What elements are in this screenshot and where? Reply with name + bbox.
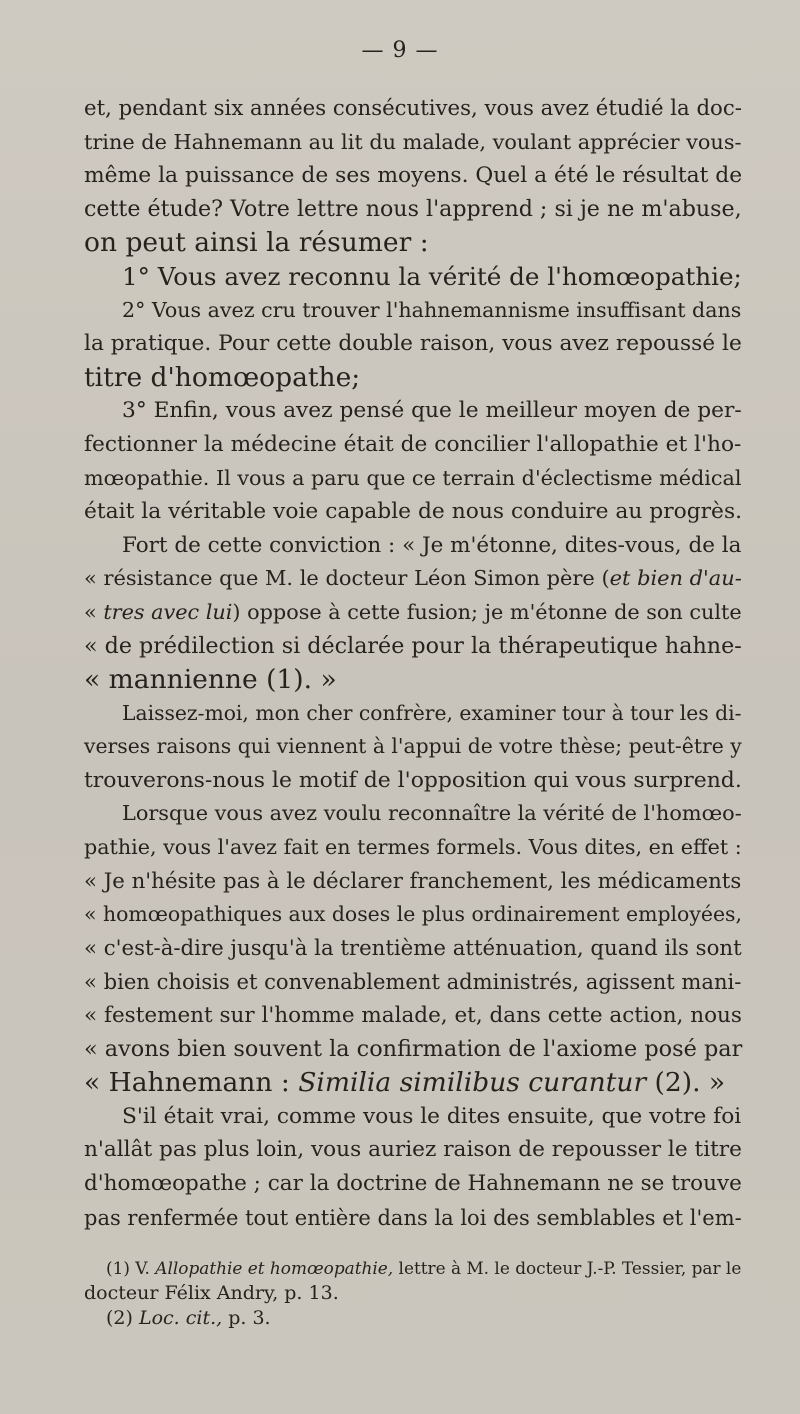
text-line: même la puissance de ses moyens. Quel a été le résultat de bbox=[84, 163, 743, 189]
text-segment: ) oppose à cette fusion; je m'étonne de son culte bbox=[232, 599, 742, 624]
text-segment: « résistance que M. le docteur Léon Simon père ( bbox=[84, 566, 610, 591]
text-segment: (2). » bbox=[646, 1067, 726, 1099]
text-line: trouverons-nous le motif de l'opposition qui vous surprend. bbox=[84, 767, 742, 793]
page-number: — 9 — bbox=[361, 38, 439, 63]
text-line: 1° Vous avez reconnu la vérité de l'homœopathie; bbox=[122, 261, 742, 291]
footnote-italic: Allopathie et homœopathie, bbox=[155, 1258, 394, 1279]
text-line: « avons bien souvent la confirmation de l'axiome posé par bbox=[84, 1035, 743, 1062]
text-line: S'il était vrai, comme vous le dites ensuite, que votre foi bbox=[122, 1103, 742, 1129]
text-line: « bien choisis et convenablement administrés, agissent mani- bbox=[84, 969, 742, 995]
text-line: pas renfermée tout entière dans la loi des semblables et l'em- bbox=[84, 1204, 742, 1230]
text-line: d'homœopathe ; car la doctrine de Hahnemann ne se trouve bbox=[84, 1171, 742, 1196]
text-line: verses raisons qui viennent à l'appui de votre thèse; peut-être y bbox=[84, 734, 742, 759]
text-segment: « Hahnemann : bbox=[84, 1067, 299, 1099]
text-line: fectionner la médecine était de concilier l'allopathie et l'ho- bbox=[84, 431, 742, 457]
text-line: « de prédilection si déclarée pour la thérapeutique hahne- bbox=[84, 632, 742, 659]
text-line: Laissez-moi, mon cher confrère, examiner tour à tour les di- bbox=[122, 700, 742, 725]
text-line: 2° Vous avez cru trouver l'hahnemannisme insuffisant dans bbox=[122, 297, 742, 322]
text-line: trine de Hahnemann au lit du malade, voulant apprécier vous- bbox=[84, 129, 742, 154]
text-line: « tres avec lui) oppose à cette fusion; je m'étonne de son culte bbox=[84, 599, 742, 624]
footnote-text: p. 3. bbox=[222, 1307, 271, 1330]
italic-segment: Similia similibus curantur bbox=[298, 1067, 647, 1099]
footnote-italic: Loc. cit., bbox=[138, 1307, 223, 1330]
footnote-text: (2) bbox=[106, 1307, 139, 1330]
italic-segment: tres avec lui bbox=[103, 599, 233, 624]
footnote-1 bbox=[84, 1256, 742, 1281]
text-line: et, pendant six années consécutives, vous avez étudié la doc- bbox=[84, 96, 742, 121]
text-line: on peut ainsi la résumer : bbox=[84, 227, 429, 259]
footnote-1-continuation: docteur Félix Andry, p. 13. bbox=[84, 1282, 339, 1305]
footnotes bbox=[84, 1256, 742, 1331]
text-line: « homœopathiques aux doses le plus ordinairement employées, bbox=[84, 902, 742, 927]
text-line: n'allât pas plus loin, vous auriez raison de repousser le titre bbox=[84, 1137, 742, 1163]
text-line: était la véritable voie capable de nous conduire au progrès. bbox=[84, 499, 743, 525]
text-line: « mannienne (1). » bbox=[84, 664, 337, 696]
text-line: la pratique. Pour cette double raison, vous avez repoussé le bbox=[84, 331, 742, 357]
text-line bbox=[84, 1066, 742, 1100]
footnote-2 bbox=[84, 1306, 742, 1331]
text-line: Lorsque vous avez voulu reconnaître la vérité de l'homœo- bbox=[122, 801, 742, 826]
text-line: 3° Enfin, vous avez pensé que le meilleur moyen de per- bbox=[122, 398, 742, 424]
text-line: Fort de cette conviction : « Je m'étonne, dites-vous, de la bbox=[122, 532, 742, 558]
text-line: « Je n'hésite pas à le déclarer franchement, les médicaments bbox=[84, 868, 742, 894]
text-line: pathie, vous l'avez fait en termes formels. Vous dites, en effet : bbox=[84, 835, 742, 860]
footnote-text: lettre à M. le docteur J.-P. Tessier, par le bbox=[393, 1258, 742, 1279]
footnote-text: (1) V. bbox=[106, 1258, 156, 1279]
italic-segment: et bien d'au- bbox=[609, 566, 742, 591]
text-line: mœopathie. Il vous a paru que ce terrain d'éclectisme médical bbox=[84, 465, 742, 490]
body-text bbox=[84, 92, 742, 1234]
text-line: « festement sur l'homme malade, et, dans cette action, nous bbox=[84, 1003, 742, 1029]
text-line: « c'est-à-dire jusqu'à la trentième atténuation, quand ils sont bbox=[84, 935, 742, 961]
text-line: titre d'homœopathe; bbox=[84, 361, 361, 393]
text-line bbox=[84, 562, 742, 596]
text-line: cette étude? Votre lettre nous l'apprend ; si je ne m'abuse, bbox=[84, 195, 742, 222]
